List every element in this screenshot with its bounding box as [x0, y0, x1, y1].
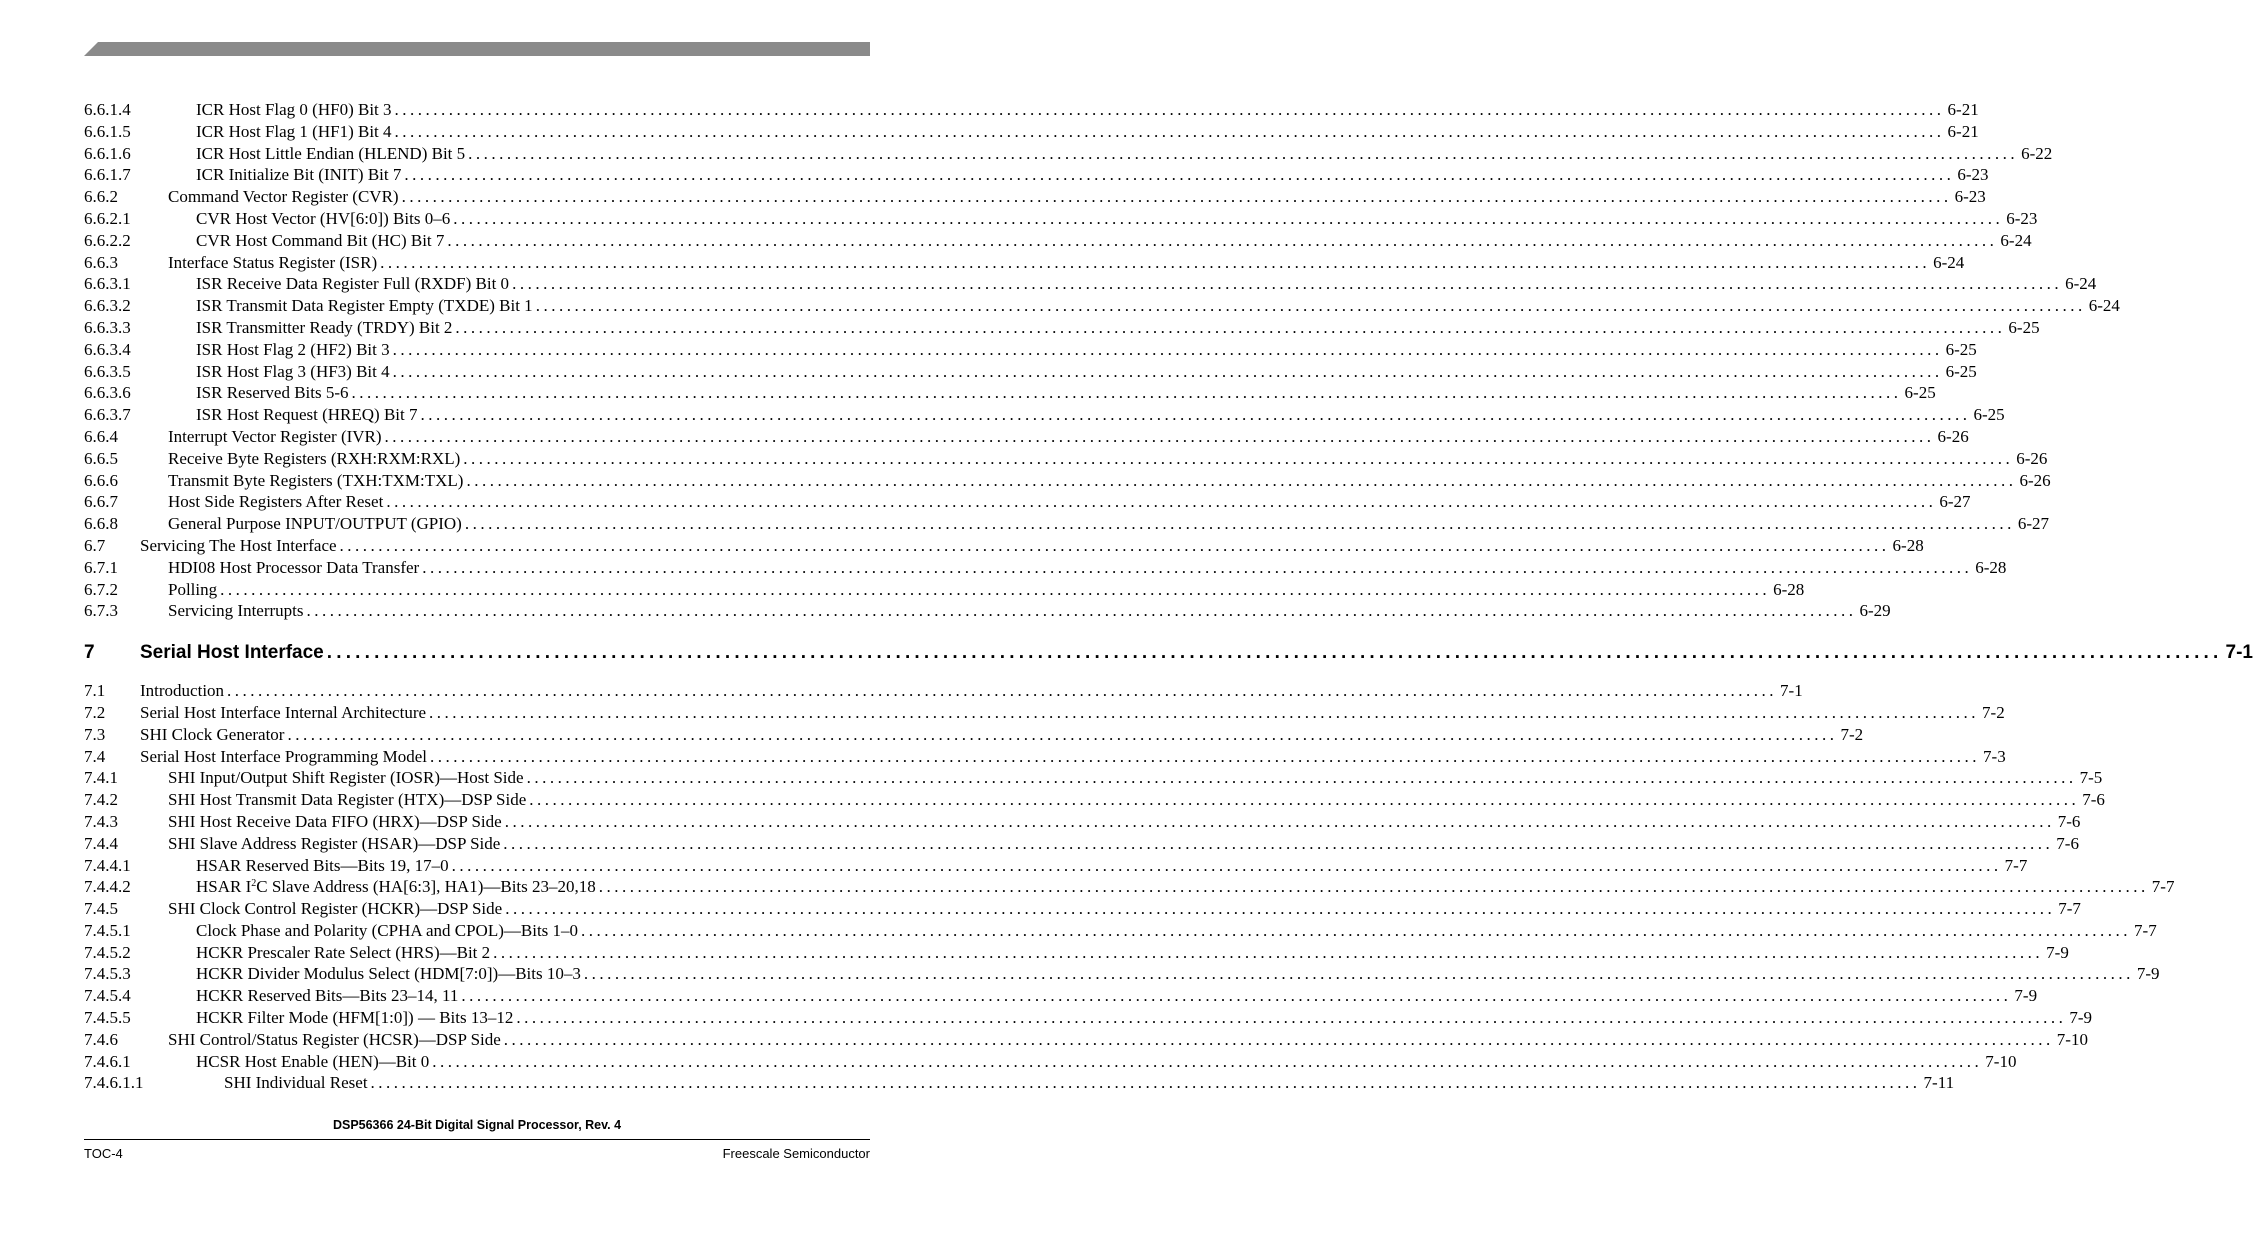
toc-entry-page: 7-10 [1985, 1051, 2017, 1071]
toc-entry-title: HCKR Reserved Bits—Bits 23–14, 11 [196, 986, 459, 1006]
toc-entry-number: 6.7.1 [84, 557, 118, 577]
dot-leader: ........................................................................................................................................................................................................ [455, 317, 2006, 337]
dot-leader: ........................................................................................................................................................................................................ [386, 492, 1937, 512]
toc-entry-line [196, 143, 2053, 165]
toc-entry-number: 6.6.7 [84, 492, 118, 512]
toc-section-chapter-7 [84, 680, 2175, 1094]
dot-leader: ........................................................................................................................................................................................................ [392, 361, 1943, 381]
toc-entry-page: 6-23 [2006, 208, 2038, 228]
toc-entry[interactable] [84, 164, 1989, 186]
table-of-contents [84, 99, 2253, 1094]
toc-entry-page: 6-26 [1937, 426, 1969, 446]
toc-entry[interactable] [84, 252, 1965, 274]
toc-entry[interactable] [84, 295, 2120, 317]
toc-entry-line [196, 208, 2038, 230]
toc-entry[interactable] [84, 1072, 1955, 1094]
toc-entry-number: 6.6.3.7 [84, 405, 131, 425]
toc-entry-number: 6.6.2.2 [84, 230, 131, 250]
footer-divider [84, 1139, 870, 1140]
toc-entry-title: SHI Input/Output Shift Register (IOSR)—Host Side [168, 768, 524, 788]
footer-page-number: TOC-4 [84, 1146, 123, 1161]
toc-entry[interactable] [84, 985, 2038, 1007]
toc-entry-line [168, 1029, 2088, 1051]
toc-entry-title-superscript: 2 [251, 878, 257, 890]
toc-entry-line [196, 985, 2038, 1007]
toc-entry-page: 6-28 [1975, 557, 2007, 577]
toc-entry-title: Interrupt Vector Register (IVR) [168, 426, 382, 446]
toc-entry-title: CVR Host Command Bit (HC) Bit 7 [196, 230, 445, 250]
dot-leader: ........................................................................................................................................................................................................ [429, 702, 1980, 722]
toc-entry-page: 7-7 [2058, 899, 2081, 919]
toc-entry[interactable] [84, 273, 2097, 295]
toc-entry-line [168, 767, 2103, 789]
toc-entry-title: ICR Initialize Bit (INIT) Bit 7 [196, 165, 402, 185]
toc-entry-number: 7.3 [84, 724, 106, 744]
toc-entry-number: 7.2 [84, 702, 106, 722]
toc-entry-line [168, 513, 2050, 535]
dot-leader: ........................................................................................................................................................................................................ [451, 855, 2002, 875]
toc-entry-number: 7.4.6.1.1 [84, 1073, 144, 1093]
toc-entry-line [168, 600, 1891, 622]
chapter-page: 7-1 [2225, 642, 2253, 664]
toc-entry-number: 6.7.2 [84, 579, 118, 599]
toc-entry-number: 7.4.5.3 [84, 964, 131, 984]
toc-entry[interactable] [84, 963, 2160, 985]
toc-entry-number: 6.6.2 [84, 187, 118, 207]
toc-entry[interactable] [84, 600, 1891, 622]
toc-entry-page: 6-22 [2021, 143, 2053, 163]
toc-entry[interactable] [84, 833, 2079, 855]
dot-leader: ........................................................................................................................................................................................................ [326, 642, 2223, 664]
toc-entry-number: 7.4 [84, 746, 106, 766]
toc-entry-line [196, 404, 2005, 426]
header-banner [84, 42, 870, 56]
dot-leader: ........................................................................................................................................................................................................ [466, 470, 2017, 490]
toc-entry-number: 6.6.1.7 [84, 165, 131, 185]
toc-entry-line [140, 746, 2006, 768]
toc-entry-line [168, 789, 2105, 811]
toc-entry-line [196, 339, 1977, 361]
toc-entry-number: 6.6.3.1 [84, 274, 131, 294]
toc-entry-title: Polling [168, 579, 218, 599]
toc-entry-line [196, 361, 1977, 383]
toc-entry-title: ISR Host Flag 2 (HF2) Bit 3 [196, 339, 390, 359]
toc-entry-title: SHI Host Transmit Data Register (HTX)—DSP Side [168, 790, 527, 810]
toc-entry-line [196, 855, 2028, 877]
toc-section-chapter-6 [84, 99, 2120, 622]
dot-leader: ........................................................................................................................................................................................................ [306, 601, 1857, 621]
toc-entry-page: 6-27 [2017, 514, 2050, 534]
toc-entry-line [196, 382, 1936, 404]
dot-leader: ........................................................................................................................................................................................................ [503, 833, 2054, 853]
toc-entry-page: 6-24 [2000, 230, 2032, 250]
toc-entry-page: 6-25 [1945, 361, 1977, 381]
toc-entry-number: 7.4.3 [84, 811, 118, 831]
toc-entry-title: ISR Receive Data Register Full (RXDF) Bit 0 [196, 274, 510, 294]
dot-leader: ........................................................................................................................................................................................................ [526, 768, 2077, 788]
toc-entry-page: 7-7 [2151, 877, 2175, 897]
toc-entry[interactable] [84, 789, 2105, 811]
toc-entry-line [196, 920, 2157, 942]
toc-entry[interactable] [84, 855, 2028, 877]
toc-entry-title: Interface Status Register (ISR) [168, 252, 378, 272]
dot-leader: ........................................................................................................................................................................................................ [493, 942, 2044, 962]
toc-entry-line [168, 557, 2007, 579]
toc-entry-title [196, 876, 596, 898]
dot-leader: ........................................................................................................................................................................................................ [287, 724, 1838, 744]
toc-entry-line [168, 579, 1805, 601]
toc-entry-number: 6.6.3.4 [84, 339, 131, 359]
toc-entry-title: Servicing The Host Interface [140, 535, 337, 555]
toc-entry[interactable] [84, 1051, 2017, 1073]
toc-entry-number: 7.4.5.5 [84, 1008, 131, 1028]
toc-entry-page: 6-25 [1973, 405, 2005, 425]
toc-entry-number: 7.4.6.1 [84, 1051, 131, 1071]
dot-leader: ........................................................................................................................................................................................................ [583, 964, 2134, 984]
dot-leader: ........................................................................................................................................................................................................ [384, 426, 1935, 446]
toc-entry[interactable] [84, 1007, 2093, 1029]
toc-entry-title: Host Side Registers After Reset [168, 492, 384, 512]
toc-entry-title: SHI Control/Status Register (HCSR)—DSP Side [168, 1029, 501, 1049]
toc-entry-title: ICR Host Flag 1 (HF1) Bit 4 [196, 121, 392, 141]
toc-entry-title: ISR Transmitter Ready (TRDY) Bit 2 [196, 317, 453, 337]
toc-entry-number: 7.4.4.2 [84, 877, 131, 897]
toc-entry-number: 7.4.1 [84, 768, 118, 788]
toc-entry-number: 7.4.4.1 [84, 855, 131, 875]
toc-entry[interactable] [84, 557, 2007, 579]
dot-leader: ........................................................................................................................................................................................................ [380, 252, 1931, 272]
dot-leader: ........................................................................................................................................................................................................ [339, 535, 1890, 555]
chapter-title: Serial Host Interface [140, 642, 324, 664]
toc-entry-number: 6.6.3.2 [84, 296, 131, 316]
dot-leader: ........................................................................................................................................................................................................ [401, 187, 1952, 207]
toc-entry-title: ISR Host Request (HREQ) Bit 7 [196, 405, 418, 425]
toc-entry[interactable] [84, 876, 2175, 898]
toc-entry-line [140, 724, 1864, 746]
toc-entry-number: 6.6.3.3 [84, 317, 131, 337]
toc-entry-line [140, 535, 1924, 557]
dot-leader: ........................................................................................................................................................................................................ [422, 557, 1973, 577]
toc-entry[interactable] [84, 382, 1936, 404]
toc-entry-line [196, 273, 2097, 295]
toc-entry-line [196, 295, 2120, 317]
toc-entry-page: 7-11 [1923, 1073, 1955, 1093]
toc-entry[interactable] [84, 942, 2069, 964]
toc-entry-line [196, 1051, 2017, 1073]
toc-entry-page: 7-6 [2057, 811, 2081, 831]
dot-leader: ........................................................................................................................................................................................................ [404, 165, 1955, 185]
toc-entry-line [196, 121, 1979, 143]
toc-entry-number: 6.6.1.4 [84, 100, 131, 119]
toc-entry-number: 7.4.5 [84, 899, 118, 919]
toc-entry-page: 6-23 [1957, 165, 1989, 185]
toc-entry[interactable] [84, 186, 1986, 208]
toc-entry-line [168, 491, 1971, 513]
toc-entry[interactable] [84, 426, 1969, 448]
toc-entry-line [168, 811, 2081, 833]
toc-entry[interactable] [84, 448, 2048, 470]
toc-entry[interactable] [84, 470, 2051, 492]
dot-leader: ........................................................................................................................................................................................................ [392, 339, 1943, 359]
toc-entry[interactable] [84, 513, 2050, 535]
toc-entry-number: 7.4.5.2 [84, 942, 131, 962]
toc-entry-title: SHI Individual Reset [224, 1073, 368, 1093]
toc-entry-number: 7.4.5.1 [84, 920, 131, 940]
chapter-entry [140, 634, 2253, 672]
toc-entry-line [196, 230, 2032, 252]
toc-entry-line [140, 702, 2005, 724]
dot-leader: ........................................................................................................................................................................................................ [512, 274, 2063, 294]
dot-leader: ........................................................................................................................................................................................................ [453, 208, 2004, 228]
toc-entry-title: ICR Host Flag 0 (HF0) Bit 3 [196, 100, 392, 119]
dot-leader: ........................................................................................................................................................................................................ [581, 920, 2132, 940]
toc-entry[interactable] [84, 230, 2032, 252]
toc-entry-page: 7-6 [2082, 790, 2105, 810]
dot-leader: ........................................................................................................................................................................................................ [220, 579, 1771, 599]
toc-entry[interactable] [84, 920, 2157, 942]
toc-entry-page: 6-24 [2065, 274, 2097, 294]
dot-leader: ........................................................................................................................................................................................................ [535, 296, 2086, 316]
footer-company: Freescale Semiconductor [722, 1146, 870, 1161]
toc-entry-page: 7-2 [1840, 724, 1864, 744]
toc-entry-page: 6-26 [2016, 448, 2048, 468]
toc-entry-title: SHI Clock Control Register (HCKR)—DSP Side [168, 899, 503, 919]
toc-entry[interactable] [84, 361, 1977, 383]
toc-entry-page: 6-24 [2088, 296, 2120, 316]
toc-entry-title: SHI Clock Generator [140, 724, 285, 744]
toc-entry-page: 6-25 [1904, 383, 1936, 403]
toc-entry-page: 7-2 [1982, 702, 2005, 722]
toc-entry-line [196, 164, 1989, 186]
toc-entry[interactable] [84, 724, 1864, 746]
toc-entry-page: 6-24 [1933, 252, 1965, 272]
toc-entry-title: HDI08 Host Processor Data Transfer [168, 557, 420, 577]
toc-entry[interactable] [84, 208, 2038, 230]
toc-entry-line [168, 186, 1986, 208]
toc-entry-title: Serial Host Interface Internal Architecture [140, 702, 427, 722]
dot-leader: ........................................................................................................................................................................................................ [420, 405, 1971, 425]
toc-entry-number: 7.4.2 [84, 790, 118, 810]
dot-leader: ........................................................................................................................................................................................................ [430, 746, 1981, 766]
toc-entry-page: 7-1 [1780, 681, 1803, 701]
toc-entry-page: 6-27 [1939, 492, 1971, 512]
footer-document-title: DSP56366 24-Bit Digital Signal Processor, Rev. 4 [332, 1118, 622, 1132]
dot-leader: ........................................................................................................................................................................................................ [432, 1051, 1983, 1071]
toc-entry-page: 6-29 [1859, 601, 1891, 621]
dot-leader: ........................................................................................................................................................................................................ [516, 1008, 2067, 1028]
toc-entry-title: ISR Host Flag 3 (HF3) Bit 4 [196, 361, 390, 381]
toc-entry-page: 7-3 [1983, 746, 2006, 766]
toc-entry-title: ISR Reserved Bits 5-6 [196, 383, 349, 403]
toc-entry-line [140, 680, 1803, 702]
toc-entry-page: 7-9 [2046, 942, 2069, 962]
toc-entry-title: Serial Host Interface Programming Model [140, 746, 428, 766]
dot-leader: ........................................................................................................................................................................................................ [227, 681, 1778, 701]
toc-entry-page: 6-26 [2019, 470, 2051, 490]
toc-entry-line [168, 426, 1969, 448]
toc-entry[interactable] [84, 491, 1971, 513]
dot-leader: ........................................................................................................................................................................................................ [394, 121, 1945, 141]
dot-leader: ........................................................................................................................................................................................................ [503, 1029, 2054, 1049]
dot-leader: ........................................................................................................................................................................................................ [598, 877, 2149, 897]
toc-entry-line [168, 252, 1965, 274]
toc-entry[interactable] [84, 767, 2103, 789]
toc-entry-page: 7-7 [2134, 920, 2157, 940]
toc-entry-title: ICR Host Little Endian (HLEND) Bit 5 [196, 143, 466, 163]
toc-entry-page: 6-28 [1892, 535, 1924, 555]
toc-entry-title: HCSR Host Enable (HEN)—Bit 0 [196, 1051, 430, 1071]
dot-leader: ........................................................................................................................................................................................................ [447, 230, 1998, 250]
toc-entry-title: HCKR Filter Mode (HFM[1:0]) — Bits 13–12 [196, 1008, 514, 1028]
toc-entry-number: 7.4.4 [84, 833, 118, 853]
toc-entry-number: 6.6.5 [84, 448, 118, 468]
dot-leader: ........................................................................................................................................................................................................ [370, 1073, 1921, 1093]
toc-entry-number: 6.6.6 [84, 470, 118, 490]
toc-entry-title-part: HSAR I [196, 877, 252, 897]
toc-entry-number: 7.4.6 [84, 1029, 118, 1049]
dot-leader: ........................................................................................................................................................................................................ [461, 986, 2012, 1006]
toc-entry-number: 7.4.5.4 [84, 986, 131, 1006]
toc-entry-number: 6.6.4 [84, 426, 118, 446]
toc-entry-title: Clock Phase and Polarity (CPHA and CPOL)—Bits 1–0 [196, 920, 579, 940]
toc-entry-page: 6-21 [1947, 100, 1979, 119]
toc-entry[interactable] [84, 535, 1924, 557]
toc-chapter-heading[interactable] [84, 634, 2253, 672]
toc-entry-page: 7-9 [2136, 964, 2160, 984]
toc-entry-title: ISR Transmit Data Register Empty (TXDE) Bit 1 [196, 296, 533, 316]
toc-entry-page: 7-9 [2069, 1008, 2093, 1028]
toc-entry-title: Servicing Interrupts [168, 601, 304, 621]
toc-entry-line [168, 448, 2048, 470]
toc-entry-page: 7-10 [2056, 1029, 2088, 1049]
toc-entry-line [196, 99, 1979, 121]
toc-entry-title: HSAR Reserved Bits—Bits 19, 17–0 [196, 855, 449, 875]
toc-entry-number: 6.6.1.6 [84, 143, 131, 163]
toc-entry-number: 7.1 [84, 681, 106, 701]
toc-entry[interactable] [84, 702, 2005, 724]
toc-entry-title: Transmit Byte Registers (TXH:TXM:TXL) [168, 470, 464, 490]
toc-entry-line [168, 898, 2081, 920]
toc-entry-line [168, 833, 2079, 855]
dot-leader: ........................................................................................................................................................................................................ [463, 448, 2014, 468]
dot-leader: ........................................................................................................................................................................................................ [394, 100, 1945, 119]
dot-leader: ........................................................................................................................................................................................................ [504, 811, 2055, 831]
toc-entry-page: 6-25 [2008, 317, 2040, 337]
toc-entry-line [168, 470, 2051, 492]
toc-entry-title-part: C Slave Address (HA[6:3], HA1)—Bits 23–20,18 [256, 877, 596, 897]
toc-entry-title: Introduction [140, 681, 225, 701]
toc-entry-page: 6-25 [1945, 339, 1977, 359]
dot-leader: ........................................................................................................................................................................................................ [351, 383, 1902, 403]
toc-entry-page: 7-6 [2056, 833, 2079, 853]
toc-entry-line [196, 942, 2069, 964]
toc-entry-title: HCKR Prescaler Rate Select (HRS)—Bit 2 [196, 942, 491, 962]
toc-entry[interactable] [84, 898, 2081, 920]
toc-entry-number: 6.6.3.6 [84, 383, 131, 403]
toc-entry[interactable] [84, 404, 2005, 426]
toc-entry[interactable] [84, 339, 1977, 361]
toc-entry-line [196, 963, 2160, 985]
toc-entry-line [196, 1007, 2093, 1029]
toc-entry[interactable] [84, 579, 1805, 601]
toc-entry[interactable] [84, 143, 2053, 165]
toc-entry[interactable] [84, 680, 1803, 702]
toc-entry-page: 6-21 [1947, 121, 1979, 141]
toc-entry-title: SHI Host Receive Data FIFO (HRX)—DSP Side [168, 811, 502, 831]
toc-entry[interactable] [84, 99, 1979, 121]
toc-entry-number: 6.6.3.5 [84, 361, 131, 381]
dot-leader: ........................................................................................................................................................................................................ [468, 143, 2019, 163]
toc-entry-number: 6.6.3 [84, 252, 118, 272]
toc-entry-page: 7-9 [2014, 986, 2038, 1006]
toc-entry-number: 6.6.1.5 [84, 121, 131, 141]
toc-entry-line [224, 1072, 1955, 1094]
toc-entry-title: General Purpose INPUT/OUTPUT (GPIO) [168, 514, 462, 534]
dot-leader: ........................................................................................................................................................................................................ [464, 514, 2015, 534]
toc-entry[interactable] [84, 746, 2006, 768]
toc-entry-page: 7-7 [2004, 855, 2028, 875]
toc-entry[interactable] [84, 121, 1979, 143]
toc-entry-page: 6-23 [1954, 187, 1986, 207]
dot-leader: ........................................................................................................................................................................................................ [529, 790, 2080, 810]
toc-entry-number: 6.7 [84, 535, 106, 555]
toc-entry-title: SHI Slave Address Register (HSAR)—DSP Side [168, 833, 501, 853]
toc-entry-title: CVR Host Vector (HV[6:0]) Bits 0–6 [196, 208, 451, 228]
toc-entry-title: Command Vector Register (CVR) [168, 187, 399, 207]
toc-entry-title: Receive Byte Registers (RXH:RXM:RXL) [168, 448, 461, 468]
toc-entry-number: 6.6.8 [84, 514, 118, 534]
toc-entry-number: 6.6.2.1 [84, 208, 131, 228]
toc-entry-page: 7-5 [2079, 768, 2103, 788]
toc-entry-title: HCKR Divider Modulus Select (HDM[7:0])—Bits 10–3 [196, 964, 581, 984]
toc-entry[interactable] [84, 1029, 2088, 1051]
toc-entry[interactable] [84, 811, 2081, 833]
toc-entry-line [196, 876, 2175, 898]
chapter-number: 7 [84, 642, 95, 664]
toc-entry[interactable] [84, 317, 2040, 339]
toc-entry-number: 6.7.3 [84, 601, 118, 621]
dot-leader: ........................................................................................................................................................................................................ [505, 899, 2056, 919]
toc-entry-line [196, 317, 2040, 339]
toc-entry-page: 6-28 [1773, 579, 1805, 599]
